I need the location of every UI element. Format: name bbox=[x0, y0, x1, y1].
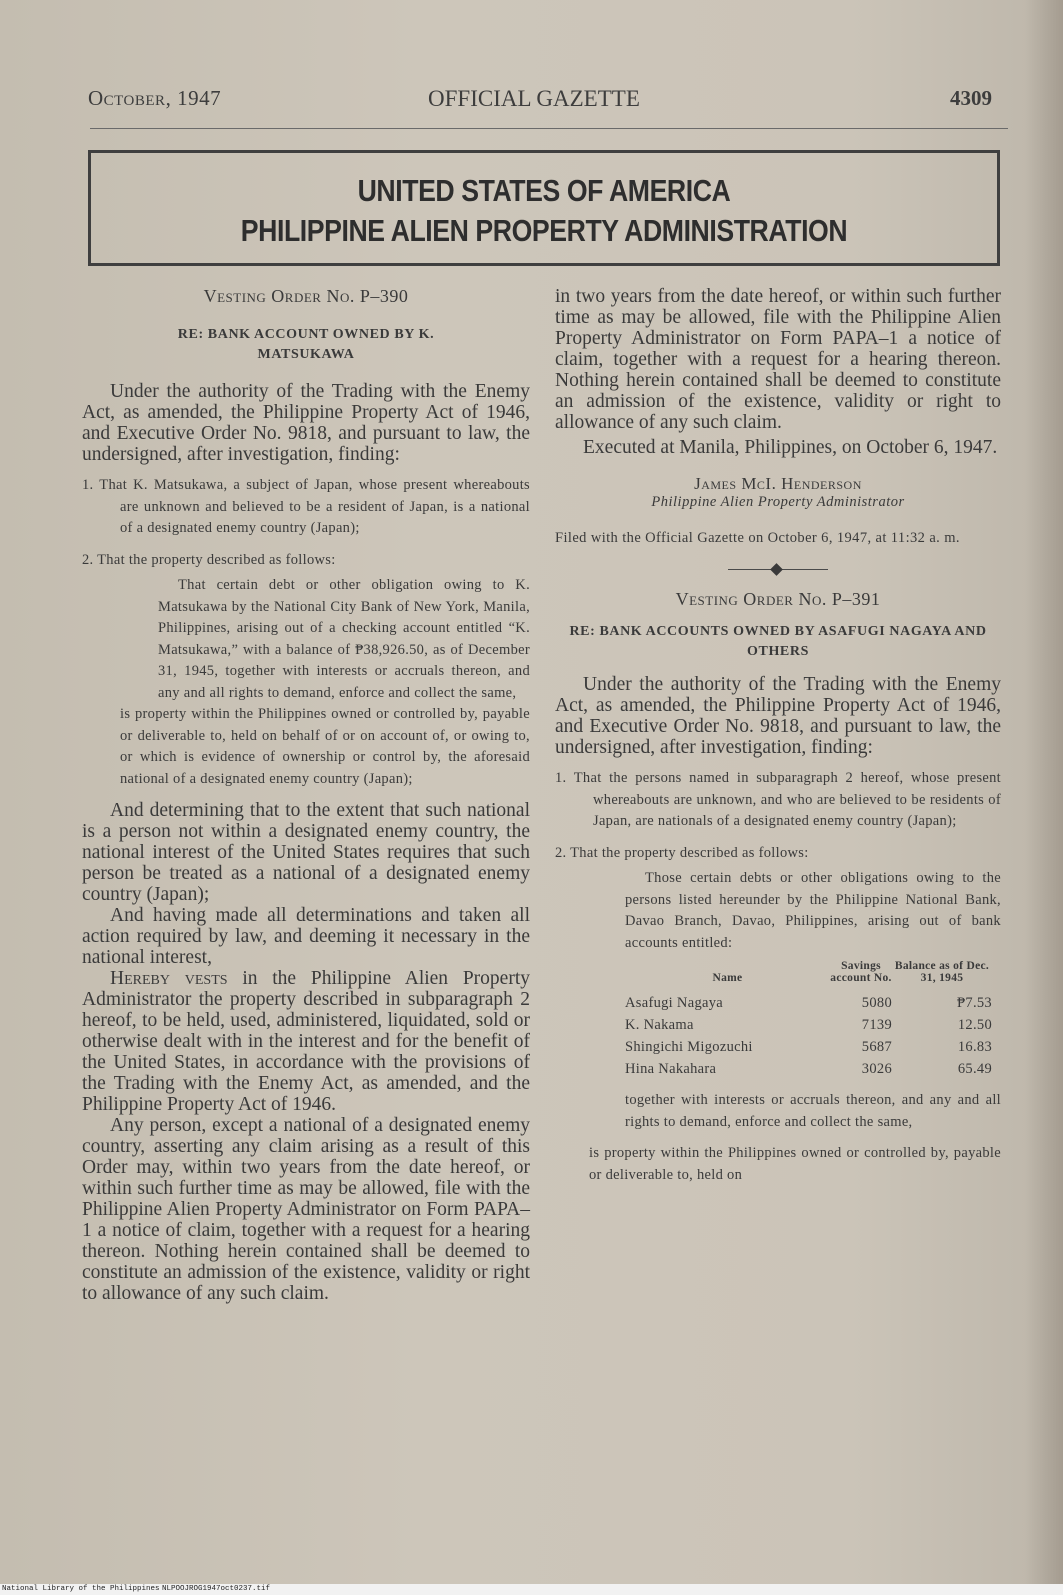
account-holder-name: K. Nakama bbox=[625, 1017, 694, 1033]
order-p391-intro: Under the authority of the Trading with the Enemy Act, as amended, the Philippine Property Act of 1946, and Executive Order No. 9818, and pursuant to law, the undersigned, after investigation, finding: bbox=[555, 674, 1001, 758]
col-header-name: Name bbox=[712, 972, 743, 984]
agency-banner bbox=[88, 150, 1000, 266]
order-p390-having-made: And having made all determinations and taken all action required by law, and deeming it necessary in the national interest, bbox=[82, 905, 530, 968]
order-p390-title: Vesting Order No. P–390 bbox=[203, 286, 409, 306]
order-p390-determining: And determining that to the extent that such national is a person not within a designated enemy country, the national interest of the United States requires that such person be treated as a national of a designated enemy country (Japan); bbox=[82, 800, 530, 905]
account-balance: 65.49 bbox=[957, 1061, 992, 1077]
account-balance: 16.83 bbox=[957, 1039, 992, 1055]
account-holder-name: Hina Nakahara bbox=[625, 1061, 717, 1077]
banner-line-1: UNITED STATES OF AMERICA bbox=[357, 173, 731, 208]
order-p390-finding-2-continued: is property within the Philippines owned or controlled by, payable or deliverable to, held on behalf of or on account of, or owing to, or which is evidence of ownership or control by, the aforesaid national of a designated enemy country (Japan); bbox=[120, 706, 530, 787]
order-p391-title: Vesting Order No. P–391 bbox=[675, 589, 881, 609]
account-balance: 12.50 bbox=[957, 1017, 992, 1033]
order-p390-executed: Executed at Manila, Philippines, on October 6, 1947. bbox=[583, 437, 998, 458]
order-p390-property-description: That certain debt or other obligation owing to K. Matsukawa by the National City Bank of New York, Manila, Philippines, arising out of a checking account entitled “K. Matsukawa,” with a balance of ₱38,926.50, as of December 31, 1945, together with interests or accruals thereon, and any and all rights to demand, enforce and collect the same, bbox=[158, 577, 530, 701]
banner-line-2: PHILIPPINE ALIEN PROPERTY ADMINISTRATION bbox=[240, 213, 848, 248]
publication-title: OFFICIAL GAZETTE bbox=[428, 86, 640, 111]
account-balance: ₱7.53 bbox=[957, 995, 992, 1011]
bank-accounts-table bbox=[625, 960, 992, 1080]
col-header-balance: Balance as of Dec. 31, 1945 bbox=[894, 960, 990, 984]
issue-date: October, 1947 bbox=[88, 86, 222, 110]
library-credit: National Library of the Philippines bbox=[2, 1585, 160, 1593]
order-p391-subject: RE: BANK ACCOUNTS OWNED BY ASAFUGI NAGAYA AND OTHERS bbox=[569, 624, 987, 659]
table-row bbox=[625, 1014, 992, 1036]
account-holder-name: Asafugi Nagaya bbox=[625, 995, 724, 1011]
col-header-account: Savings account No. bbox=[830, 960, 892, 984]
account-number: 7139 bbox=[861, 1017, 892, 1033]
order-p390-intro: Under the authority of the Trading with the Enemy Act, as amended, the Philippine Property Act of 1946, and Executive Order No. 9818, and pursuant to law, the undersigned, after investigation, finding: bbox=[82, 381, 530, 465]
hereby-vests-lead: Hereby vests bbox=[110, 968, 228, 989]
vesting-clause-text: in the Philippine Alien Property Administrator the property described in subparagraph 2 hereof, to be held, used, administered, liquidated, sold or otherwise dealt with in the interest and for the benefit of the United States, in accordance with the provisions of the Trading with the Enemy Act, as amended, and the Philippine Property Act of 1946. bbox=[82, 968, 530, 1115]
page-number: 4309 bbox=[950, 86, 992, 110]
account-holder-name: Shingichi Migozuchi bbox=[625, 1039, 753, 1055]
signer-name: James McI. Henderson bbox=[694, 474, 862, 493]
scan-footer bbox=[0, 1584, 1063, 1595]
account-number: 5080 bbox=[861, 995, 892, 1011]
order-p390-claims-clause: Any person, except a national of a designated enemy country, asserting any claim arising as a result of this Order may, within two years from the date hereof, or within such further time as may be allowed, file with the Philippine Alien Property Administrator on Form PAPA–1 a notice of claim, together with a request for a hearing thereon. Nothing herein contained shall be deemed to constitute an admission of the existence, validity or right to allowance of any such claim. bbox=[82, 1115, 530, 1304]
table-row bbox=[625, 992, 992, 1014]
order-p391-finding-2-continued: is property within the Philippines owned or controlled by, payable or deliverable to, held on bbox=[589, 1145, 1001, 1183]
table-header-row bbox=[625, 960, 992, 992]
table-row bbox=[625, 1058, 992, 1080]
right-column bbox=[555, 286, 1001, 1186]
order-p391-property-description: Those certain debts or other obligations owing to the persons listed hereunder by the Philippine National Bank, Davao Branch, Davao, Philippines, arising out of bank accounts entitled: bbox=[625, 870, 1001, 951]
order-p390-subject: RE: BANK ACCOUNT OWNED BY K. MATSUKAWA bbox=[177, 327, 435, 362]
section-divider bbox=[728, 563, 828, 577]
order-p391-finding-1: 1. That the persons named in subparagraph 2 hereof, whose present whereabouts are unknown, and who are believed to be residents of Japan, are nationals of a designated enemy country (Japan); bbox=[555, 770, 1001, 829]
signer-title: Philippine Alien Property Administrator bbox=[651, 494, 905, 510]
table-row bbox=[625, 1036, 992, 1058]
header-rule bbox=[90, 128, 1008, 129]
filing-note: Filed with the Official Gazette on October 6, 1947, at 11:32 a. m. bbox=[555, 530, 960, 546]
order-p390-finding-2: 2. That the property described as follows: bbox=[82, 551, 336, 568]
order-p391-together: together with interests or accruals thereon, and any and all rights to demand, enforce and collect the same, bbox=[625, 1092, 1001, 1130]
order-p390-claims-clause-continued: in two years from the date hereof, or within such further time as may be allowed, file with the Philippine Alien Property Administrator on Form PAPA–1 a notice of claim, together with a request for a hearing thereon. Nothing herein contained shall be deemed to constitute an admission of the existence, validity or right to allowance of any such claim. bbox=[555, 286, 1001, 433]
page-edge-shadow bbox=[1025, 0, 1063, 1595]
order-p390-finding-1: 1. That K. Matsukawa, a subject of Japan, whose present whereabouts are unknown and believed to be a resident of Japan, is a national of a designated enemy country (Japan); bbox=[82, 477, 530, 536]
order-p391-finding-2: 2. That the property described as follows: bbox=[555, 844, 809, 861]
account-number: 5687 bbox=[861, 1039, 892, 1055]
account-number: 3026 bbox=[861, 1061, 892, 1077]
order-p390-vesting-clause bbox=[82, 968, 530, 1115]
scan-file-id: NLPOOJROG1947oct0237.tif bbox=[162, 1585, 271, 1593]
left-column bbox=[82, 286, 530, 1304]
